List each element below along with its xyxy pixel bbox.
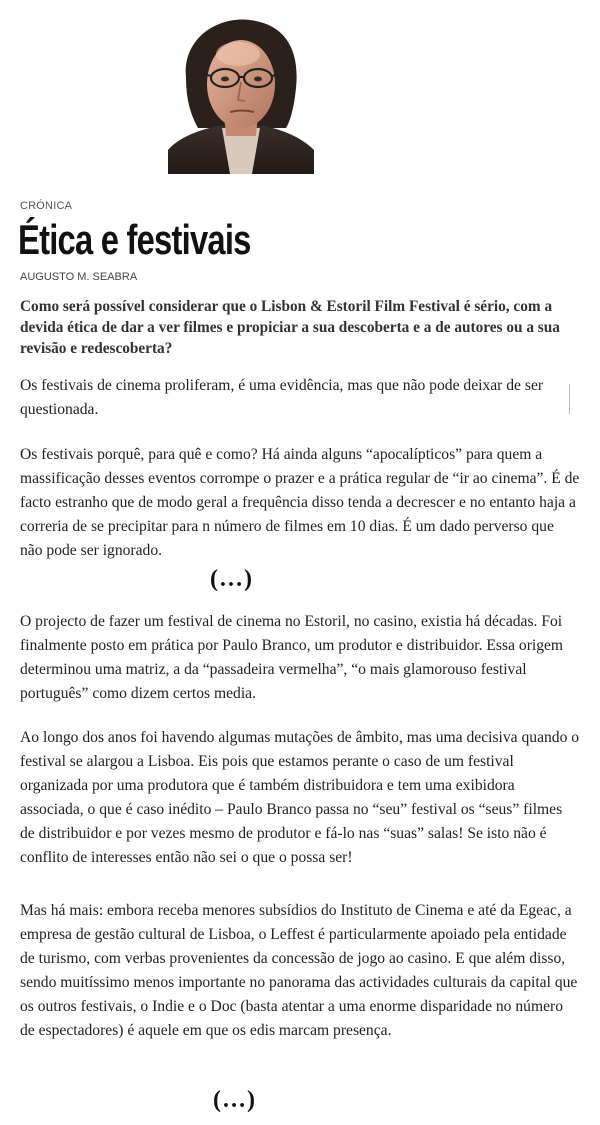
article-paragraph-5: Mas há mais: embora receba menores subsídios do Instituto de Cinema e até da Egeac, a empresa de gestão cultural de Lisboa, o Leffest é particularmente apoiado pela entidade de turismo, com verbas provenientes da concessão de jogo ao casino. E que além disso, sendo muitíssimo menos importante no panorama das actividades culturais da capital que os outros festivais, o Indie e o Doc (basta atentar a uma enorme disparidade no número de espectadores) é aquele em que os edis marcam presença. [20,902,578,1039]
article-paragraph-4: Ao longo dos anos foi havendo algumas mutações de âmbito, mas uma decisiva quando o festival se alargou a Lisboa. Eis pois que estamos perante o caso de um festival organizada por uma produtora que é também distribuidora e tem uma exibidora associada, o que é caso inédito – Paulo Branco passa no “seu” festival os “seus” filmes de distribuidor e por vezes mesmo de produtor e fá-lo nas “suas” salas! Se isto não é conflito de interesses então não sei o que o possa ser! [20,729,580,866]
section-kicker: CRÓNICA [20,200,73,212]
article-lead: Como será possível considerar que o Lisbon & Estoril Film Festival é sério, com a devida ética de dar a ver filmes e propiciar a sua descoberta e a de autores ou a sua revisão e redescoberta? [20,298,560,357]
omission-marker-2: (…) [213,1087,256,1113]
author-byline: AUGUSTO M. SEABRA [20,271,138,283]
scan-artifact [569,384,570,414]
article-paragraph-2: Os festivais porquê, para quê e como? Há ainda alguns “apocalípticos” para quem a massificação desses eventos corrompe o prazer e a prática regular de “ir ao cinema”. É de facto estranho que de modo geral a frequência disso tenda a decrescer e no entanto haja a correria de se precipitar para n número de filmes em 10 dias. É um dado perverso que não pode ser ignorado. [20,446,580,559]
omission-marker-1: (…) [210,566,253,592]
article-paragraph-1: Os festivais de cinema proliferam, é uma evidência, mas que não pode deixar de ser questionada. [20,377,544,418]
author-portrait [168,18,314,174]
article-title: Ética e festivais [18,216,251,263]
article-paragraph-3: O projecto de fazer um festival de cinema no Estoril, no casino, existia há décadas. Foi finalmente posto em prática por Paulo Branco, um produtor e distribuidor. Essa origem determinou uma matriz, a da “passadeira vermelha”, “o mais glamorouso festival português” como dizem certos media. [20,613,564,702]
